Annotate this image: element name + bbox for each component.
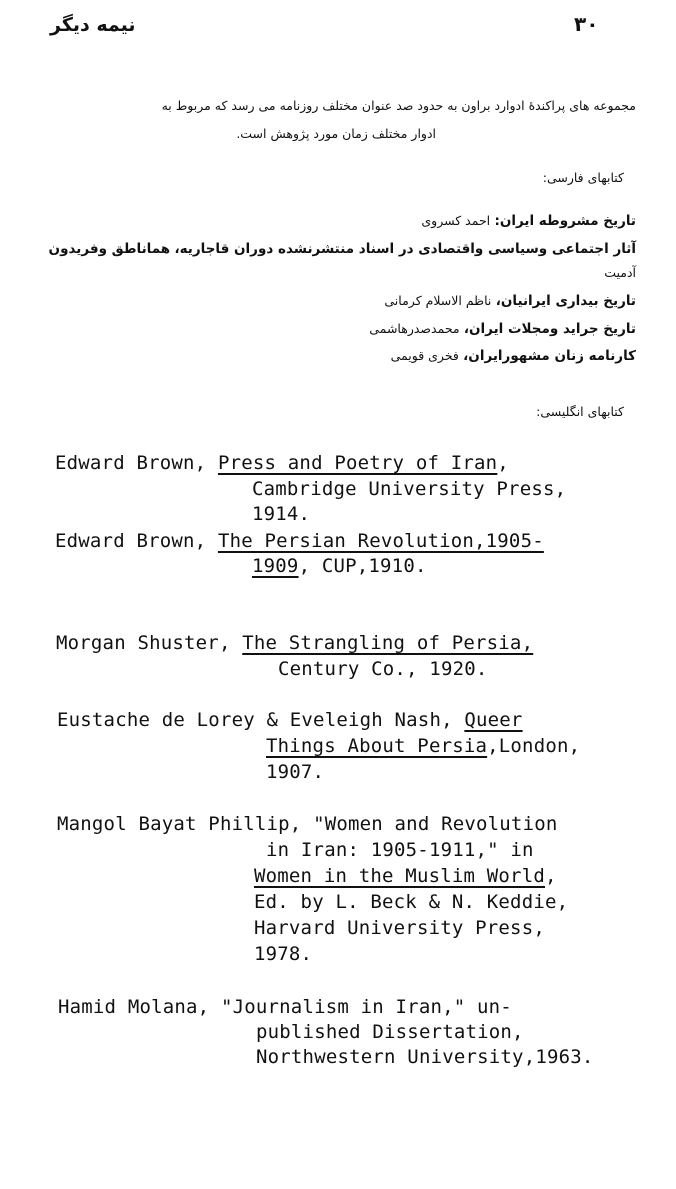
ref-author: Hamid Molana, [58,996,210,1018]
book-author-cont: آدمیت [604,265,636,280]
reference-1-line-2: Cambridge University Press, [252,478,567,500]
intro-line-1: مجموعه های پراکندۀ ادوارد براون به حدود صد عنوان مختلف روزنامه می رسد که مربوط به [161,98,636,113]
reference-1-line-3: 1914. [252,503,311,525]
reference-4-line-1 [57,709,523,731]
reference-2-line-1 [55,530,544,552]
reference-5-line-3: Women in the Muslim World, [254,865,557,887]
persian-book-3 [384,293,636,309]
reference-1-line-1: Edward Brown, Press and Poetry of Iran, [55,452,509,474]
ref-author: Morgan Shuster, [56,632,231,654]
reference-5-line-6: 1978. [254,943,313,965]
reference-5-line-5: Harvard University Press, [254,917,545,939]
ref-title: Women in the Muslim World [254,865,545,887]
ref-author: Eustache de Lorey & Eveleigh Nash, [57,709,453,731]
ref-title: Press and Poetry of Iran [217,452,498,474]
book-author: احمد کسروی [421,213,491,228]
book-title: کارنامه زنان مشهورایران، [463,348,636,364]
persian-book-2-cont [604,265,636,281]
book-author: محمدصدرهاشمی [369,321,460,336]
persian-book-4 [369,321,636,337]
book-title: تاریخ بیداری ایرانیان، [495,293,636,309]
reference-5-line-1 [57,813,557,835]
reference-4-line-2: Things About Persia,London, [266,735,581,757]
ref-title-cont: Things About Persia [266,735,488,757]
english-books-heading: کتابهای انگلیسی: [536,404,624,419]
intro-line-2: ادوار مختلف زمان مورد پژوهش است. [236,126,436,141]
ref-author: Edward Brown, [55,530,207,552]
reference-6-line-3: Northwestern University,1963. [256,1046,594,1068]
reference-6-line-1 [58,996,512,1018]
ref-title: The Strangling of Persia, [242,632,534,654]
ref-title: The Persian Revolution,1905- [217,530,544,552]
reference-5-line-4: Ed. by L. Beck & N. Keddie, [254,891,569,913]
ref-article-title: "Women and Revolution [313,813,558,835]
ref-title-cont: 1909 [252,555,299,577]
running-title: نیمه دیگر [50,14,136,36]
ref-title: Queer [464,709,523,731]
ref-author: Mangol Bayat Phillip, [57,813,302,835]
book-author: فخری قویمی [390,348,459,363]
book-author: ناظم الاسلام کرمانی [384,293,492,308]
persian-book-2 [49,241,636,257]
reference-2-line-2: 1909, CUP,1910. [252,555,427,577]
book-title: تاریخ جراید ومجلات ایران، [463,321,636,337]
book-title: تاریخ مشروطه ایران: [494,213,636,229]
book-title: آثار اجتماعی وسیاسی واقتصادی در اسناد منتشرنشده دوران قاجاریه، [174,241,636,257]
page-number: ۳۰ [574,12,599,36]
reference-4-line-3: 1907. [266,761,325,783]
persian-books-heading: کتابهای فارسی: [542,170,624,185]
reference-5-line-2: in Iran: 1905-1911," in [266,839,534,861]
reference-3-line-1 [56,632,533,654]
book-author: هماناطق وفریدون [48,241,171,257]
ref-author: Edward Brown, [55,452,207,474]
persian-book-1 [421,213,636,229]
persian-book-5 [391,348,636,364]
ref-article-title: "Journalism in Iran," un- [220,996,512,1018]
reference-3-line-2: Century Co., 1920. [278,658,488,680]
reference-6-line-2: published Dissertation, [256,1021,524,1043]
